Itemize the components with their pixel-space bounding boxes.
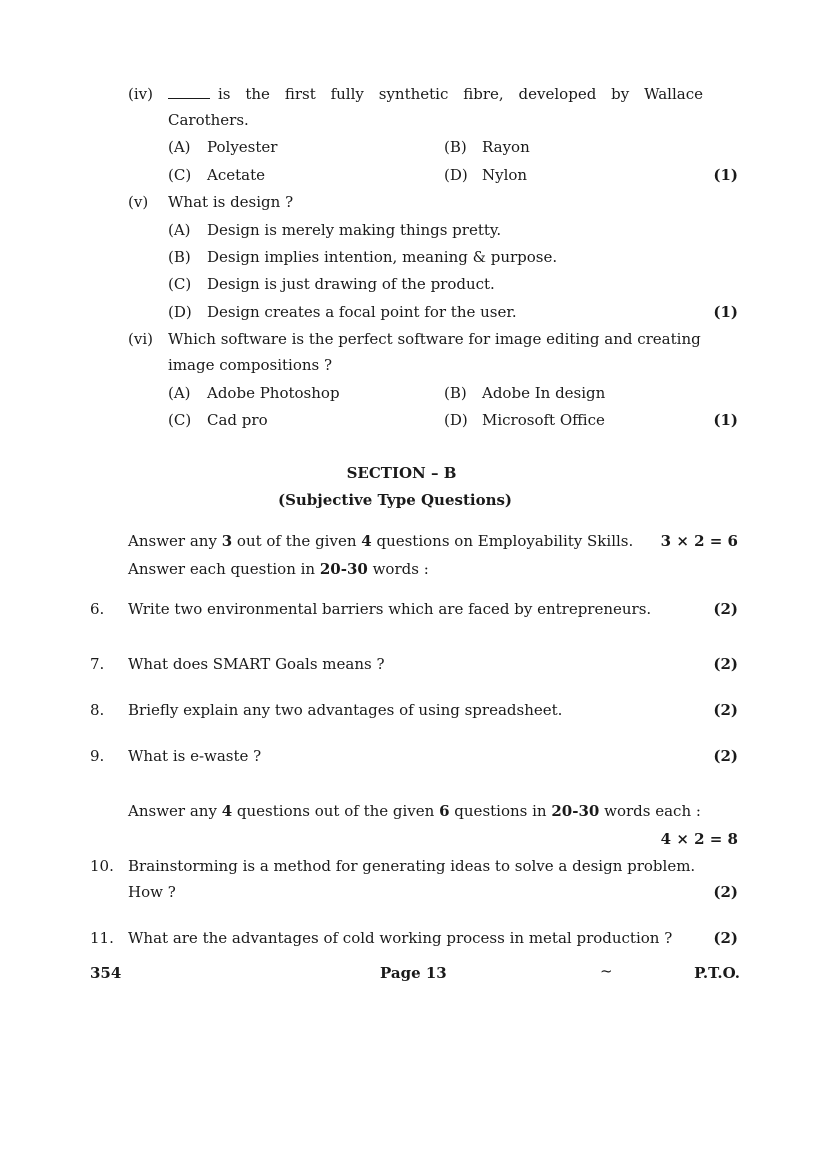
option-text: Adobe Photoshop <box>207 384 340 402</box>
pto-label: P.T.O. <box>694 964 740 982</box>
option-text: Nylon <box>482 166 528 184</box>
section-title: SECTION – B <box>346 464 457 482</box>
marks: (2) <box>713 655 738 673</box>
option-text: Design implies intention, meaning & purpose. <box>207 248 558 266</box>
question-number: 8. <box>90 701 105 719</box>
option-text: Adobe In design <box>482 384 606 402</box>
question-number: (v) <box>128 193 149 211</box>
option-letter: (D) <box>168 303 192 321</box>
question-number: (vi) <box>128 330 153 348</box>
marks: (2) <box>713 883 738 901</box>
option-letter: (A) <box>168 138 191 156</box>
option-text: Design is merely making things pretty. <box>207 221 502 239</box>
marks: (2) <box>713 701 738 719</box>
option-letter: (D) <box>444 166 468 184</box>
question-text: Which software is the perfect software for image editing and creating <box>168 330 701 348</box>
question-text-continued: How ? <box>128 883 176 901</box>
option-text: Rayon <box>482 138 530 156</box>
option-letter: (A) <box>168 384 191 402</box>
question-number: 11. <box>90 929 114 947</box>
fill-blank <box>168 86 210 99</box>
question-text: is the first fully synthetic fibre, developed by Wallace <box>168 85 703 103</box>
option-letter: (A) <box>168 221 191 239</box>
option-letter: (B) <box>444 384 467 402</box>
marks: (2) <box>713 600 738 618</box>
question-text: Briefly explain any two advantages of using spreadsheet. <box>128 701 563 719</box>
instruction-1-line2: Answer each question in 20-30 words : <box>128 560 429 578</box>
marks: (1) <box>713 303 738 321</box>
marks: (1) <box>713 411 738 429</box>
question-text: What does SMART Goals means ? <box>128 655 385 673</box>
option-letter: (D) <box>444 411 468 429</box>
page-number: Page 13 <box>380 964 447 982</box>
option-letter: (C) <box>168 275 192 293</box>
question-text: Write two environmental barriers which are faced by entrepreneurs. <box>128 600 652 618</box>
option-text: Design creates a focal point for the user. <box>207 303 517 321</box>
marks: (2) <box>713 747 738 765</box>
option-text: Polyester <box>207 138 278 156</box>
question-number: (iv) <box>128 85 153 103</box>
paper-code: 354 <box>90 964 122 982</box>
tilde-mark: ~ <box>600 962 613 980</box>
option-letter: (B) <box>168 248 191 266</box>
question-number: 6. <box>90 600 105 618</box>
instruction-1: Answer any 3 out of the given 4 questions on Employability Skills. <box>128 532 634 550</box>
option-text: Design is just drawing of the product. <box>207 275 495 293</box>
question-text: What is e-waste ? <box>128 747 262 765</box>
marks: (2) <box>713 929 738 947</box>
question-number: 9. <box>90 747 105 765</box>
question-text: What are the advantages of cold working process in metal production ? <box>128 929 673 947</box>
option-text: Acetate <box>207 166 265 184</box>
section-subtitle: (Subjective Type Questions) <box>277 491 513 509</box>
option-letter: (C) <box>168 166 192 184</box>
instruction-2-marks: 4 × 2 = 8 <box>660 830 738 848</box>
question-text-continued: image compositions ? <box>168 356 333 374</box>
question-number: 10. <box>90 857 114 875</box>
instruction-1-marks: 3 × 2 = 6 <box>660 532 738 550</box>
question-text-continued: Carothers. <box>168 111 249 129</box>
option-letter: (B) <box>444 138 467 156</box>
question-number: 7. <box>90 655 105 673</box>
question-text: Brainstorming is a method for generating ideas to solve a design problem. <box>128 857 696 875</box>
marks: (1) <box>713 166 738 184</box>
question-text: What is design ? <box>168 193 294 211</box>
option-text: Microsoft Office <box>482 411 605 429</box>
option-text: Cad pro <box>207 411 268 429</box>
instruction-2: Answer any 4 questions out of the given 6 questions in 20-30 words each : <box>128 802 701 820</box>
option-letter: (C) <box>168 411 192 429</box>
